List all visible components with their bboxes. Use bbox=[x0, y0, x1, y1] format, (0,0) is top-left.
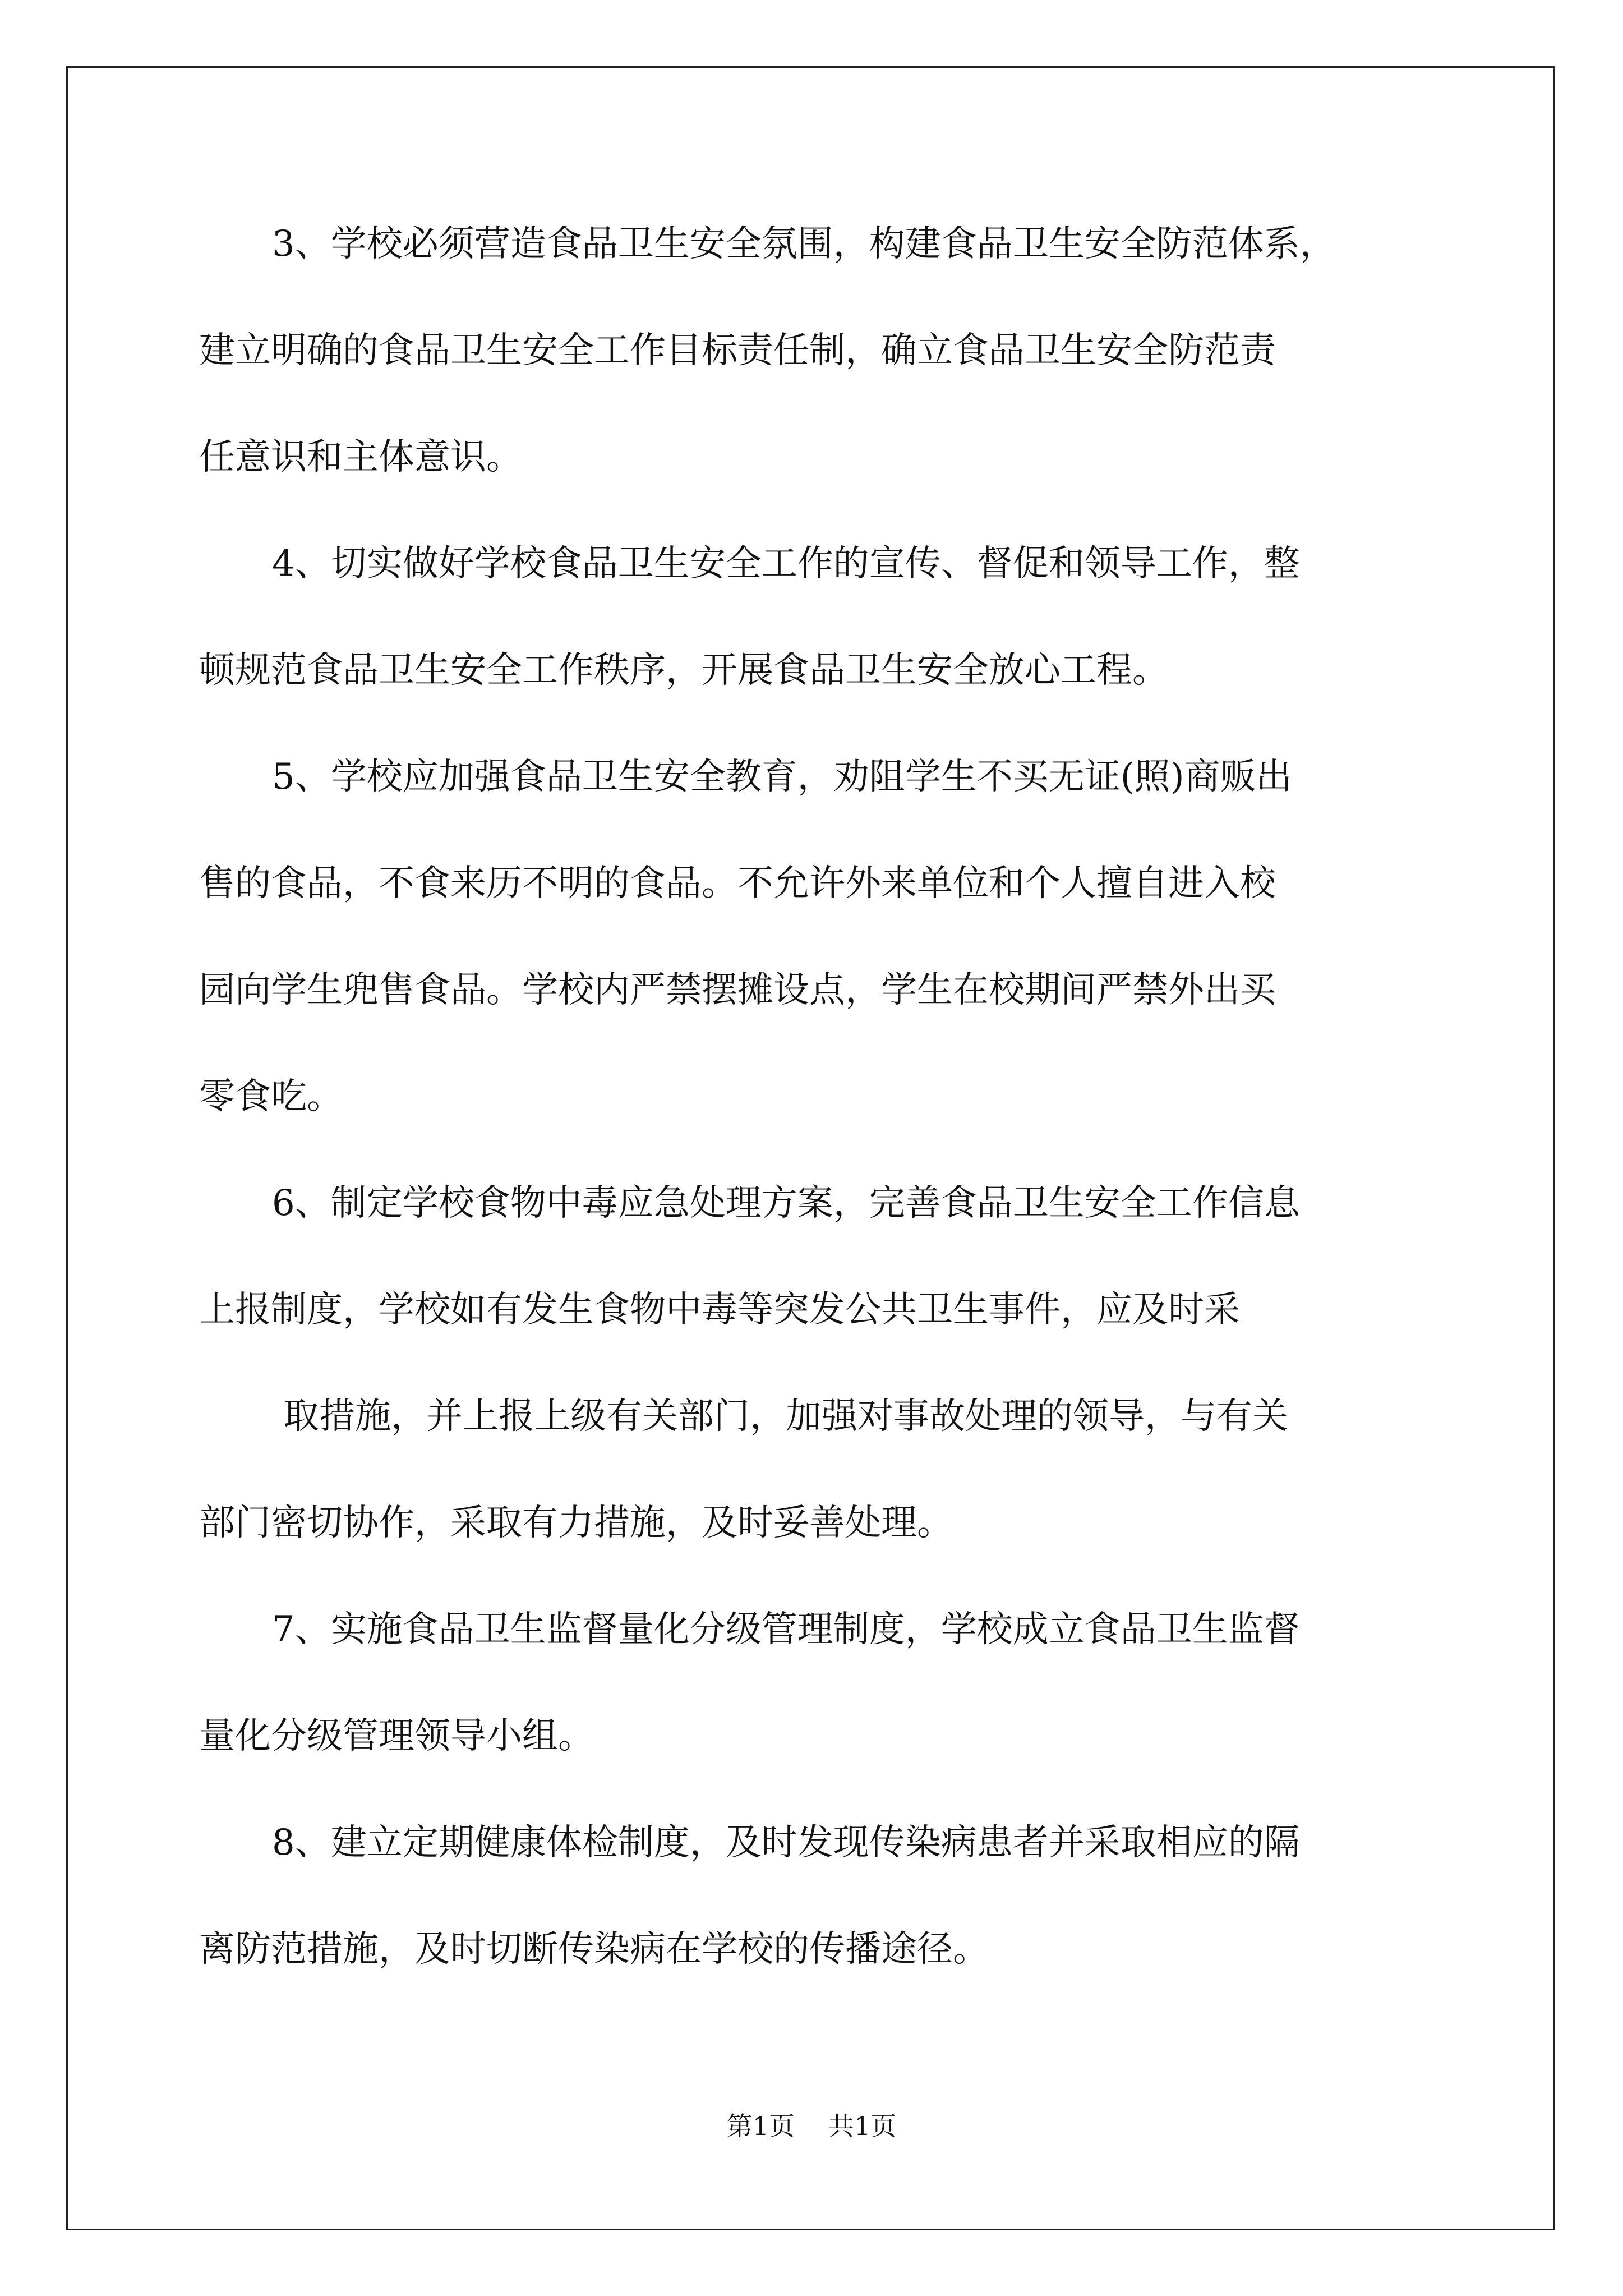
paragraph-5-line-4: 零食吃。 bbox=[199, 1076, 343, 1117]
paragraph-8-line-1: 8、建立定期健康体检制度，及时发现传染病患者并采取相应的隔 bbox=[272, 1822, 1300, 1864]
page-footer bbox=[0, 2110, 1623, 2142]
paragraph-4-line-1: 4、切实做好学校食品卫生安全工作的宣传、督促和领导工作，整 bbox=[272, 543, 1300, 585]
page-number: 第1页 bbox=[726, 2111, 795, 2141]
paragraph-6-line-1: 6、制定学校食物中毒应急处理方案，完善食品卫生安全工作信息 bbox=[272, 1182, 1300, 1224]
paragraph-6-line-2: 上报制度，学校如有发生食物中毒等突发公共卫生事件，应及时采 bbox=[199, 1289, 1240, 1331]
paragraph-7-line-2: 量化分级管理领导小组。 bbox=[199, 1715, 594, 1757]
total-pages: 共1页 bbox=[828, 2111, 897, 2141]
paragraph-6-line-3: 取措施，并上报上级有关部门，加强对事故处理的领导，与有关 bbox=[283, 1396, 1288, 1437]
paragraph-5-line-1: 5、学校应加强食品卫生安全教育，劝阻学生不买无证(照)商贩出 bbox=[272, 756, 1292, 798]
paragraph-5-line-2: 售的食品，不食来历不明的食品。不允许外来单位和个人擅自进入校 bbox=[199, 863, 1276, 904]
paragraph-4-line-2: 顿规范食品卫生安全工作秩序，开展食品卫生安全放心工程。 bbox=[199, 650, 1168, 691]
paragraph-3-line-1: 3、学校必须营造食品卫生安全氛围，构建食品卫生安全防范体系， bbox=[272, 223, 1336, 265]
paragraph-3-line-2: 建立明确的食品卫生安全工作目标责任制，确立食品卫生安全防范责 bbox=[199, 330, 1276, 371]
paragraph-3-line-3: 任意识和主体意识。 bbox=[199, 436, 522, 478]
paragraph-8-line-2: 离防范措施，及时切断传染病在学校的传播途径。 bbox=[199, 1929, 989, 1970]
paragraph-5-line-3: 园向学生兜售食品。学校内严禁摆摊设点，学生在校期间严禁外出买 bbox=[199, 969, 1276, 1011]
document-body bbox=[199, 222, 1427, 1972]
paragraph-7-line-1: 7、实施食品卫生监督量化分级管理制度，学校成立食品卫生监督 bbox=[272, 1609, 1300, 1650]
paragraph-6-line-4: 部门密切协作，采取有力措施，及时妥善处理。 bbox=[199, 1502, 953, 1544]
